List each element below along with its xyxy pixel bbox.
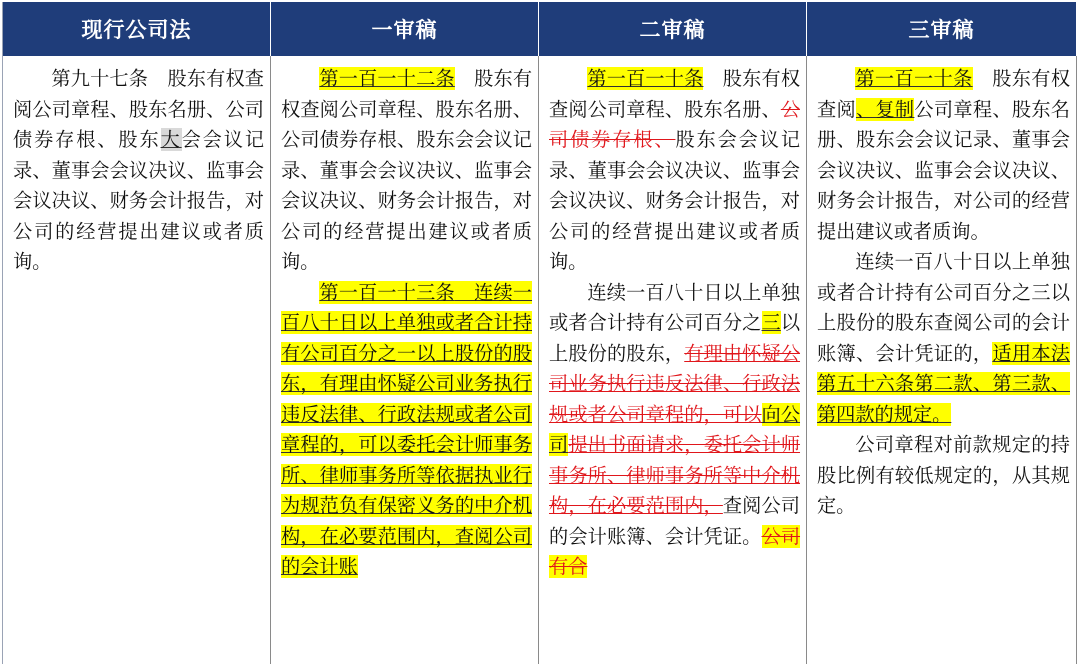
text: 查阅公司的会计账簿、会计凭证。 <box>549 494 800 548</box>
text: 股东有权查阅公司章程、股东名册、 <box>549 67 801 121</box>
paragraph <box>549 278 800 583</box>
inserted-text: 适用本法第五十六条第二款、第三款、第四款的规定。 <box>817 341 1070 426</box>
header-third-draft: 三审稿 <box>807 2 1077 56</box>
header-current-law: 现行公司法 <box>3 2 271 56</box>
deleted-text: 公司债券存根、 <box>549 97 800 151</box>
inserted-text: 连续一百八十日以上单独或者合计持有公司百分之一以上股份的股东，有理由怀疑公司业务执行违反法律、行政法规或者公司章程的，可以委托会计师事务所、律师事务所等依据执业行为规范负有保密义务的中介机构，在必要范围内，查阅公司的会计账 <box>281 280 533 578</box>
paragraph <box>817 64 1070 247</box>
cell-third-draft <box>807 56 1077 664</box>
cell-first-draft <box>271 56 539 664</box>
paragraph <box>281 64 532 278</box>
comparison-table <box>2 2 1077 664</box>
marked-text: 大 <box>160 128 182 151</box>
paragraph <box>549 64 800 278</box>
header-first-draft: 一审稿 <box>271 2 539 56</box>
header-second-draft: 二审稿 <box>539 2 807 56</box>
article-number: 第一百一十条 <box>855 67 973 90</box>
deleted-text: 公司有合 <box>549 524 801 578</box>
inserted-text: 三 <box>761 311 781 334</box>
text: 连续一百八十日以上单独或者合计持有公司百分之 <box>549 280 800 334</box>
cell-current-law <box>3 56 271 664</box>
inserted-text: 、复制 <box>855 97 915 121</box>
text: 公司章程、股东名册、股东会会议记录、董事会会议决议、监事会会议决议、财务会计报告，对公司的经营提出建议或者质询。 <box>817 97 1070 243</box>
paragraph <box>13 64 264 278</box>
text: 股东有权查阅公司章程、股东名册、公司债券存根、股东会会议记录、董事会会议决议、监事会会议决议、财务会计报告，对公司的经营提出建议或者质询。 <box>281 67 533 273</box>
article-number: 第一百一十二条 <box>319 67 455 90</box>
deleted-text: 提出书面请求，委托会计师事务所、律师事务所等中介机构，在必要范围内， <box>549 433 801 517</box>
paragraph <box>817 247 1070 430</box>
inserted-text: 向公司 <box>549 402 801 456</box>
paragraph <box>281 278 532 583</box>
text: 连续一百八十日以上单独或者合计持有公司百分之三以上股份的股东查阅公司的会计账簿、会计凭证的， <box>817 250 1070 365</box>
text: 以上股份的股东， <box>549 311 801 365</box>
text: 会会议记录、董事会会议决议、监事会会议决议、财务会计报告，对公司的经营提出建议或者质询。 <box>13 128 265 273</box>
article-number: 第一百一十三条 <box>319 280 455 304</box>
cell-second-draft <box>539 56 807 664</box>
paragraph <box>817 430 1070 522</box>
text: 第九十七条 股东有权查阅公司章程、股东名册、公司债券存根、股东 <box>13 67 264 151</box>
text: 股东会会议记录、董事会会议决议、监事会会议决议、财务会计报告，对公司的经营提出建议或者质询。 <box>549 128 801 273</box>
text: 公司章程对前款规定的持股比例有较低规定的，从其规定。 <box>817 433 1070 517</box>
text: 股东有权查阅 <box>817 67 1071 121</box>
deleted-text: 有理由怀疑公司业务执行违反法律、行政法规或者公司章程的，可以 <box>549 341 801 426</box>
article-number: 第一百一十条 <box>587 67 704 90</box>
